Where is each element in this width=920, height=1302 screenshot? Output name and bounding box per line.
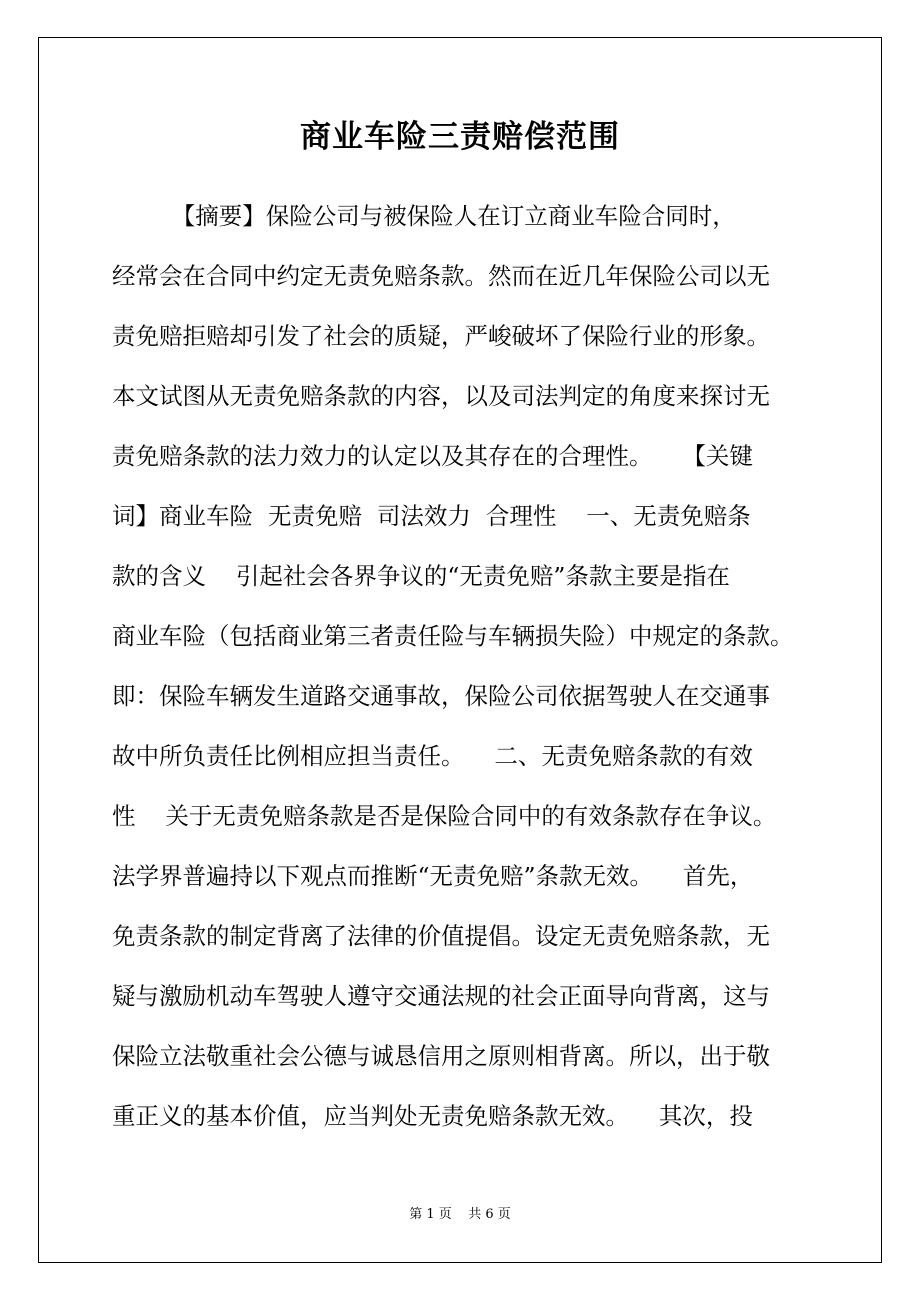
body-line: 经常会在合同中约定无责免赔条款。然而在近几年保险公司以无 <box>112 262 770 290</box>
page-footer: 第 1 页 共 6 页 <box>409 1207 511 1222</box>
body-line: 责免赔拒赔却引发了社会的质疑，严峻破坏了保险行业的形象。 <box>112 322 770 350</box>
body-line: 词】商业车险 无责免赔 司法效力 合理性 一、无责免赔条 <box>112 502 751 530</box>
body-line: 【摘要】保险公司与被保险人在订立商业车险合同时， <box>112 202 736 230</box>
document-body <box>112 186 824 1146</box>
body-line: 免责条款的制定背离了法律的价值提倡。设定无责免赔条款，无 <box>112 922 770 950</box>
body-line: 即：保险车辆发生道路交通事故，保险公司依据驾驶人在交通事 <box>112 682 770 710</box>
body-line: 商业车险（包括商业第三者责任险与车辆损失险）中规定的条款。 <box>112 622 794 650</box>
body-line: 法学界普遍持以下观点而推断“无责免赔”条款无效。 首先， <box>112 862 754 890</box>
body-line: 疑与激励机动车驾驶人遵守交通法规的社会正面导向背离，这与 <box>112 982 770 1010</box>
document-title: 商业车险三责赔偿范围 <box>300 119 620 155</box>
body-line: 保险立法敬重社会公德与诚恳信用之原则相背离。所以，出于敬 <box>112 1042 770 1070</box>
body-line: 本文试图从无责免赔条款的内容，以及司法判定的角度来探讨无 <box>112 382 770 410</box>
body-line: 责免赔条款的法力效力的认定以及其存在的合理性。 【关键 <box>112 442 753 470</box>
body-line: 故中所负责任比例相应担当责任。 二、无责免赔条款的有效 <box>112 742 753 770</box>
body-line: 款的含义 引起社会各界争议的“无责免赔”条款主要是指在 <box>112 562 730 590</box>
body-line: 重正义的基本价值，应当判处无责免赔条款无效。 其次，投 <box>112 1102 753 1130</box>
body-line: 性 关于无责免赔条款是否是保险合同中的有效条款存在争议。 <box>112 802 777 830</box>
